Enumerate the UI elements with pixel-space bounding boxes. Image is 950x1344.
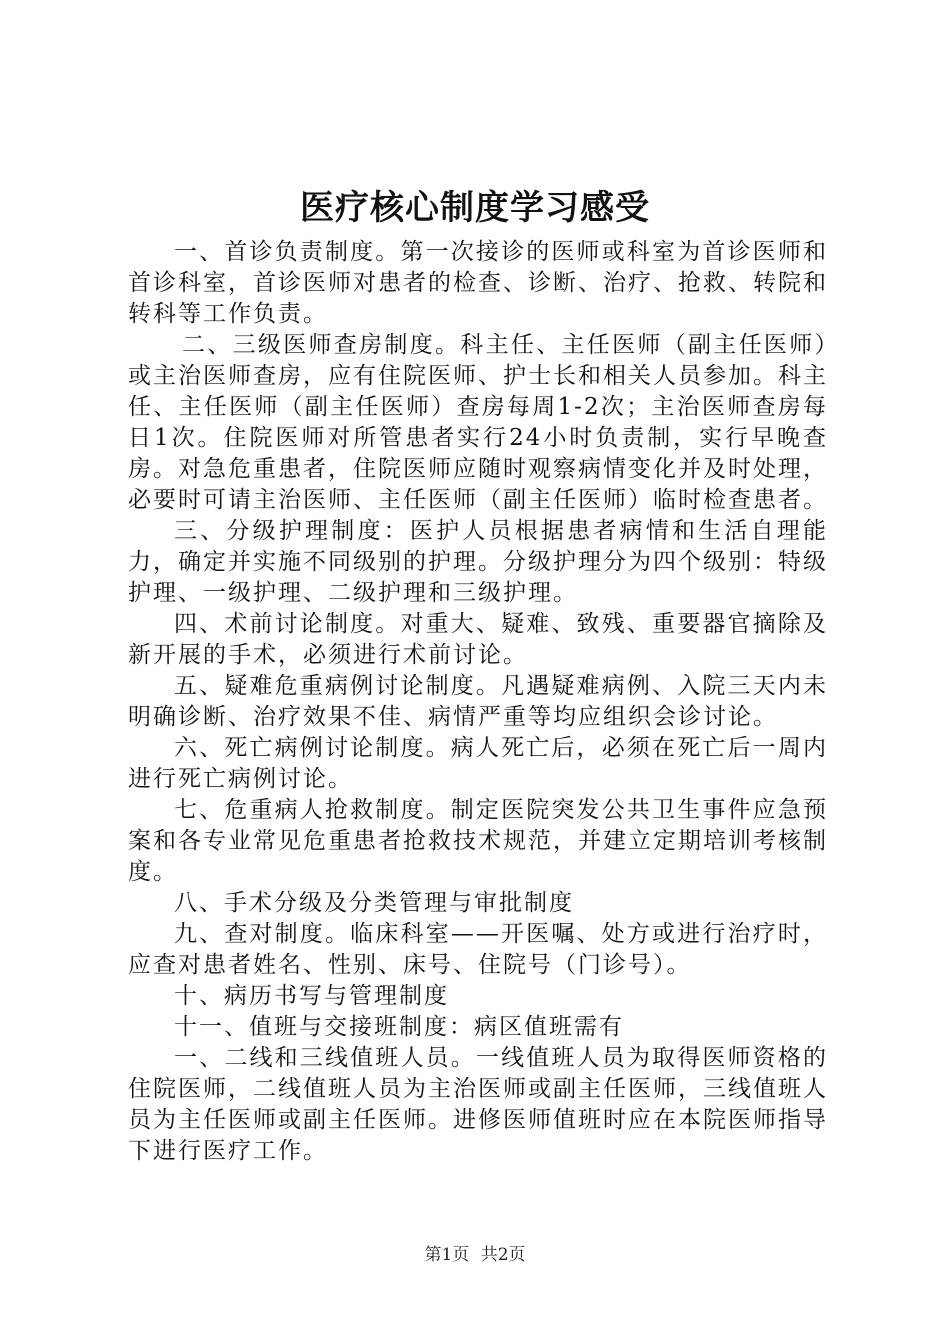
- paragraph-death-cases: 六、死亡病例讨论制度。病人死亡后，必须在死亡后一周内进行死亡病例讨论。: [128, 735, 828, 792]
- paragraph-ward-rounds: 二、三级医师查房制度。科主任、主任医师（副主任医师）或主治医师查房，应有住院医师、护士长和相关人员参加。科主任、主任医师（副主任医师）查房每周1-2次；主治医师查房每日1次。住院医师对所管患者实行24小时负责制，实行早晚查房。对急危重患者，住院医师应随时观察病情变化并及时处理，必要时可请主治医师、主任医师（副主任医师）临时检查患者。: [128, 332, 828, 513]
- paragraph-first-visit: 一、首诊负责制度。第一次接诊的医师或科室为首诊医师和首诊科室，首诊医师对患者的检查、诊断、治疗、抢救、转院和转科等工作负责。: [128, 239, 828, 327]
- paragraph-difficult-cases: 五、疑难危重病例讨论制度。凡遇疑难病例、入院三天内未明确诊断、治疗效果不佳、病情严重等均应组织会诊讨论。: [128, 673, 828, 730]
- page-number: 第1页: [424, 1245, 470, 1265]
- paragraph-nursing-levels: 三、分级护理制度：医护人员根据患者病情和生活自理能力，确定并实施不同级别的护理。分级护理分为四个级别：特级护理、一级护理、二级护理和三级护理。: [128, 518, 828, 606]
- paragraph-medical-records: 十、病历书写与管理制度: [174, 983, 449, 1009]
- paragraph-preop-discussion: 四、术前讨论制度。对重大、疑难、致残、重要器官摘除及新开展的手术，必须进行术前讨论。: [128, 611, 828, 668]
- page-total: 共2页: [480, 1245, 526, 1265]
- paragraph-surgery-grading: 八、手术分级及分类管理与审批制度: [174, 890, 574, 916]
- paragraph-verification: 九、查对制度。临床科室——开医嘱、处方或进行治疗时，应查对患者姓名、性别、床号、住院号（门诊号）。: [128, 921, 828, 978]
- paragraph-duty-shifts: 十一、值班与交接班制度：病区值班需有: [174, 1014, 624, 1040]
- paragraph-emergency-rescue: 七、危重病人抢救制度。制定医院突发公共卫生事件应急预案和各专业常见危重患者抢救技术规范，并建立定期培训考核制度。: [128, 797, 828, 885]
- page-footer: [0, 1244, 950, 1266]
- paragraph-duty-levels: 一、二线和三线值班人员。一线值班人员为取得医师资格的住院医师，二线值班人员为主治医师或副主任医师，三线值班人员为主任医师或副主任医师。进修医师值班时应在本院医师指导下进行医疗工作。: [128, 1045, 828, 1164]
- document-title: 医疗核心制度学习感受: [300, 188, 650, 228]
- document-body: [128, 237, 828, 1167]
